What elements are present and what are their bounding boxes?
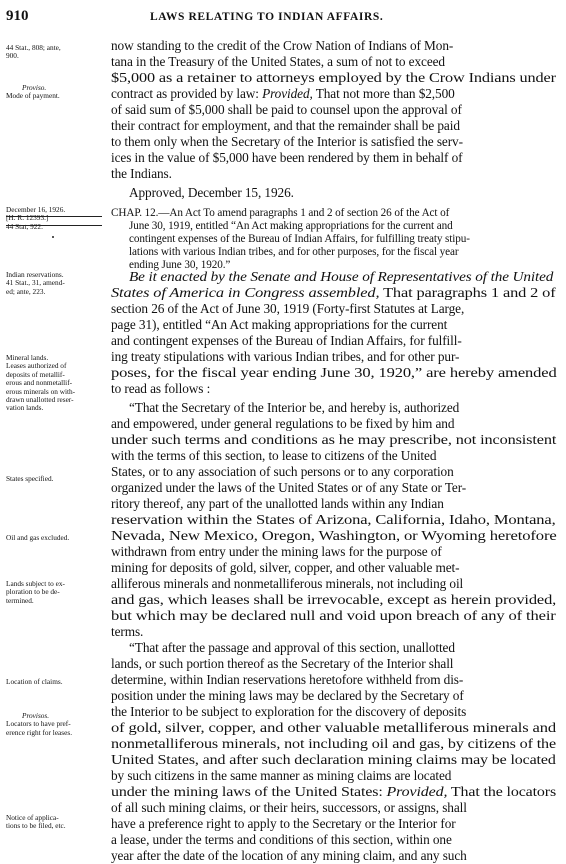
margin-note-line: Oil and gas excluded. [6, 533, 70, 542]
margin-rule [6, 216, 102, 217]
margin-note-line: erous and nonmetallif- [6, 378, 73, 388]
body-line: and gas, which leases shall be irrevocable, except as herein provided, [111, 592, 557, 607]
body-line: lands, or such portion thereof as the Secretary of the Interior shall [111, 656, 454, 671]
body-line: determine, within Indian reservations heretofore withheld from dis- [111, 672, 464, 687]
margin-note-line: States specified. [6, 474, 54, 483]
body-line: the Interior to be subject to exploration for the discovery of deposits [111, 704, 467, 719]
margin-note-line: [H. R. 12393.] [6, 213, 49, 223]
body-line: by such citizens in the same manner as mining claims are located [111, 768, 452, 783]
body-line: their contract for employment, and that the remainder shall be paid [111, 118, 460, 133]
chapter-line: contingent expenses of the Bureau of Indian Affairs, for fulfilling treaty stipu- [129, 233, 470, 245]
body-line: a lease, under the terms and conditions of this section, within one [111, 832, 452, 847]
chapter-line: lations with various Indian tribes, and for other purposes, for the fiscal year [129, 246, 459, 258]
margin-note-line: December 16, 1926. [6, 205, 66, 214]
margin-note-line: drawn unallotted reser- [6, 395, 74, 404]
margin-note-line: vation lands. [6, 403, 44, 413]
body-line: alliferous minerals and nonmetalliferous minerals, not including oil [111, 576, 464, 591]
body-line: ritory thereof, any part of the unallotted lands within any Indian [111, 496, 444, 511]
margin-note-line: Location of claims. [6, 677, 63, 686]
margin-dot [52, 236, 54, 238]
body-line: Be it enacted by the Senate and House of Representatives of the United [129, 269, 554, 284]
body-line: mining for deposits of gold, silver, copper, and other valuable met- [111, 560, 460, 575]
body-line: contract as provided by law: Provided, That not more than $2,500 [111, 86, 455, 101]
body-line: “That the Secretary of the Interior be, and hereby is, authorized [129, 400, 460, 415]
body-line: “That after the passage and approval of this section, unallotted [129, 640, 455, 655]
body-line: of gold, silver, copper, and other valuable metalliferous minerals and [111, 720, 556, 735]
body-line: Nevada, New Mexico, Oregon, Washington, or Wyoming heretofore [111, 528, 557, 543]
body-line: to them only when the Secretary of the Interior is satisfied the serv- [111, 134, 463, 149]
body-line: year after the date of the location of any mining claim, and any such [111, 848, 467, 863]
running-title: LAWS RELATING TO INDIAN AFFAIRS. [150, 11, 384, 23]
body-line: now standing to the credit of the Crow Nation of Indians of Mon- [111, 38, 454, 53]
page-number: 910 [6, 8, 29, 24]
body-line: Approved, December 15, 1926. [129, 185, 294, 200]
body-line: poses, for the fiscal year ending June 30, 1920,” are hereby amended [111, 365, 557, 380]
body-line: of said sum of $5,000 shall be paid to counsel upon the approval of [111, 102, 462, 117]
body-line: section 26 of the Act of June 30, 1919 (Forty-first Statutes at Large, [111, 301, 465, 316]
chapter-line: CHAP. 12.—An Act To amend paragraphs 1 and 2 of section 26 of the Act of [111, 207, 450, 219]
body-line: and contingent expenses of the Bureau of Indian Affairs, for fulfill- [111, 333, 462, 348]
body-line: of all such mining claims, or their heirs, successors, or assigns, shall [111, 800, 467, 815]
body-line: terms. [111, 624, 144, 639]
margin-note-line: Leases authorized of [6, 361, 67, 371]
body-line: with the terms of this section, to lease to citizens of the United [111, 448, 437, 463]
margin-note-line: Provisos. [22, 711, 50, 720]
body-line: $5,000 as a retainer to attorneys employed by the Crow Indians under [111, 70, 556, 85]
chapter-line: June 30, 1919, entitled “An Act making appropriations for the current and [129, 220, 453, 232]
margin-rule [6, 225, 102, 226]
body-line: to read as follows : [111, 381, 211, 396]
body-line: position under the mining laws may be declared by the Secretary of [111, 688, 464, 703]
body-line: organized under the laws of the United States or of any State or Ter- [111, 480, 467, 495]
margin-note-line: 41 Stat., 31, amend- [6, 278, 65, 288]
margin-note-line: Mineral lands. [6, 353, 49, 362]
margin-note-line: 44 Stat., 808; ante, [6, 43, 61, 52]
margin-note-line: Locators to have pref- [6, 719, 71, 729]
margin-note-line: termined. [6, 595, 34, 605]
body-line: United States, and after such declaration mining claims may be located [111, 752, 556, 767]
body-line: withdrawn from entry under the mining laws for the purpose of [111, 544, 442, 559]
body-line: and empowered, under general regulations to be fixed by him and [111, 416, 455, 431]
margin-note-line: Proviso. [22, 83, 47, 92]
body-line: tana in the Treasury of the United States, a sum of not to exceed [111, 54, 445, 69]
body-line: but which may be declared null and void upon breach of any of their [111, 608, 556, 623]
body-line: ing treaty stipulations with various Indian tribes, and for other pur- [111, 349, 460, 364]
body-line: States, or to any association of such persons or to any corporation [111, 464, 454, 479]
body-line: under the mining laws of the United States: Provided, That the locators [111, 784, 557, 799]
body-line: reservation within the States of Arizona, California, Idaho, Montana, [111, 512, 556, 527]
margin-note-line: 900. [6, 51, 19, 61]
body-line: the Indians. [111, 166, 172, 181]
body-line: under such terms and conditions as he may prescribe, not inconsistent [111, 432, 557, 447]
body-line: nonmetalliferous minerals, not including oil and gas, by citizens of the [111, 736, 556, 751]
body-line: page 31), entitled “An Act making appropriations for the current [111, 317, 448, 332]
chapter-line: ending June 30, 1920.” [129, 259, 231, 271]
body-line: have a preference right to apply to the Secretary or the Interior for [111, 816, 456, 831]
margin-note-line: Lands subject to ex- [6, 579, 65, 588]
margin-note-line: erence right for leases. [6, 727, 73, 737]
body-line: ices in the value of $5,000 have been rendered by them in behalf of [111, 150, 463, 165]
margin-note-line: ed; ante, 223. [6, 286, 46, 296]
margin-note-line: Notice of applica- [6, 813, 59, 822]
body-line: States of America in Congress assembled, That paragraphs 1 and 2 of [111, 285, 556, 300]
margin-note-line: Indian reservations. [6, 270, 64, 279]
margin-note-line: erous minerals on with- [6, 386, 76, 396]
margin-note-line: 44 Stat, 922. [6, 221, 43, 231]
margin-note-line: tions to be filed, etc. [6, 821, 66, 831]
margin-note-line: ploration to be de- [6, 587, 60, 597]
margin-note-line: deposits of metallif- [6, 369, 65, 379]
margin-note-line: Mode of payment. [6, 91, 60, 101]
